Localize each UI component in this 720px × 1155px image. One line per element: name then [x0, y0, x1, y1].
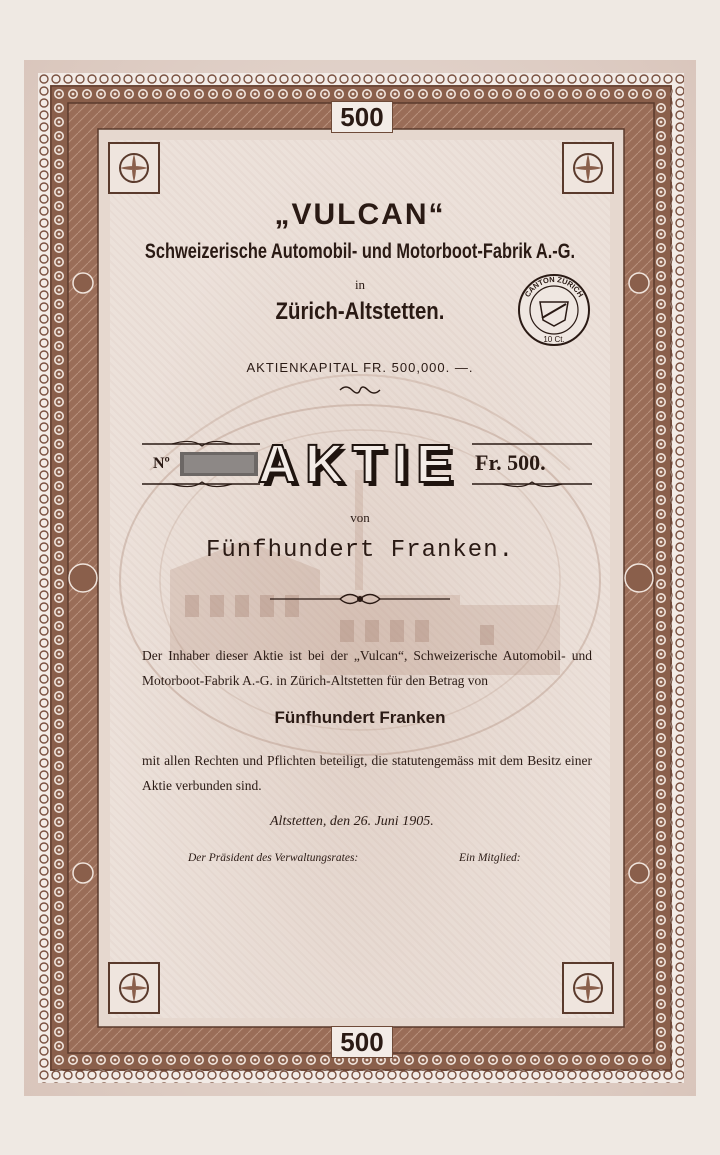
signature-president-label: Der Präsident des Verwaltungsrates:	[188, 852, 359, 864]
denomination-bottom: 500	[331, 1026, 393, 1058]
flourish-divider-icon	[270, 590, 450, 608]
von-word: von	[350, 510, 370, 525]
company-subtitle: Schweizerische Automobil- und Motorboot-Fabrik A.-G.	[144, 240, 576, 263]
revenue-stamp	[516, 272, 592, 348]
corner-ornament-bottom-right	[562, 962, 614, 1014]
corner-ornament-bottom-left	[108, 962, 160, 1014]
aktie-title: AKTIE	[258, 434, 460, 494]
share-amount: Fr. 500.	[475, 450, 546, 475]
company-city: Zürich-Altstetten.	[275, 298, 445, 325]
corner-ornament-top-left	[108, 142, 160, 194]
number-label: Nº	[153, 455, 170, 472]
amount-in-words: Fünfhundert Franken.	[205, 537, 515, 564]
body-paragraph-2: mit allen Rechten und Pflichten beteiligt, die statutengemäss mit dem Besitz einer Aktie verbunden sind.	[142, 753, 592, 793]
stamp-canton-text: CANTON ZÜRICH	[522, 274, 586, 299]
body-paragraph-1: Der Inhaber dieser Aktie ist bei der „Vulcan“, Schweizerische Automobil- und Motorboot-Fabrik A.-G. in Zürich-Altstetten für den Betrag von	[142, 648, 592, 688]
stamp-value: 10 Ct.	[543, 335, 565, 344]
body-amount-bold: Fünfhundert Franken	[274, 708, 446, 727]
flourish-small-icon	[338, 384, 382, 396]
share-capital: AKTIENKAPITAL FR. 500,000. —.	[246, 360, 474, 375]
denomination-top: 500	[331, 101, 393, 133]
company-name: „VULCAN“	[274, 198, 446, 231]
signature-member-label: Ein Mitglied:	[459, 852, 521, 864]
in-word: in	[354, 277, 366, 292]
issue-date: Altstetten, den 26. Juni 1905.	[270, 814, 434, 829]
corner-ornament-top-right	[562, 142, 614, 194]
